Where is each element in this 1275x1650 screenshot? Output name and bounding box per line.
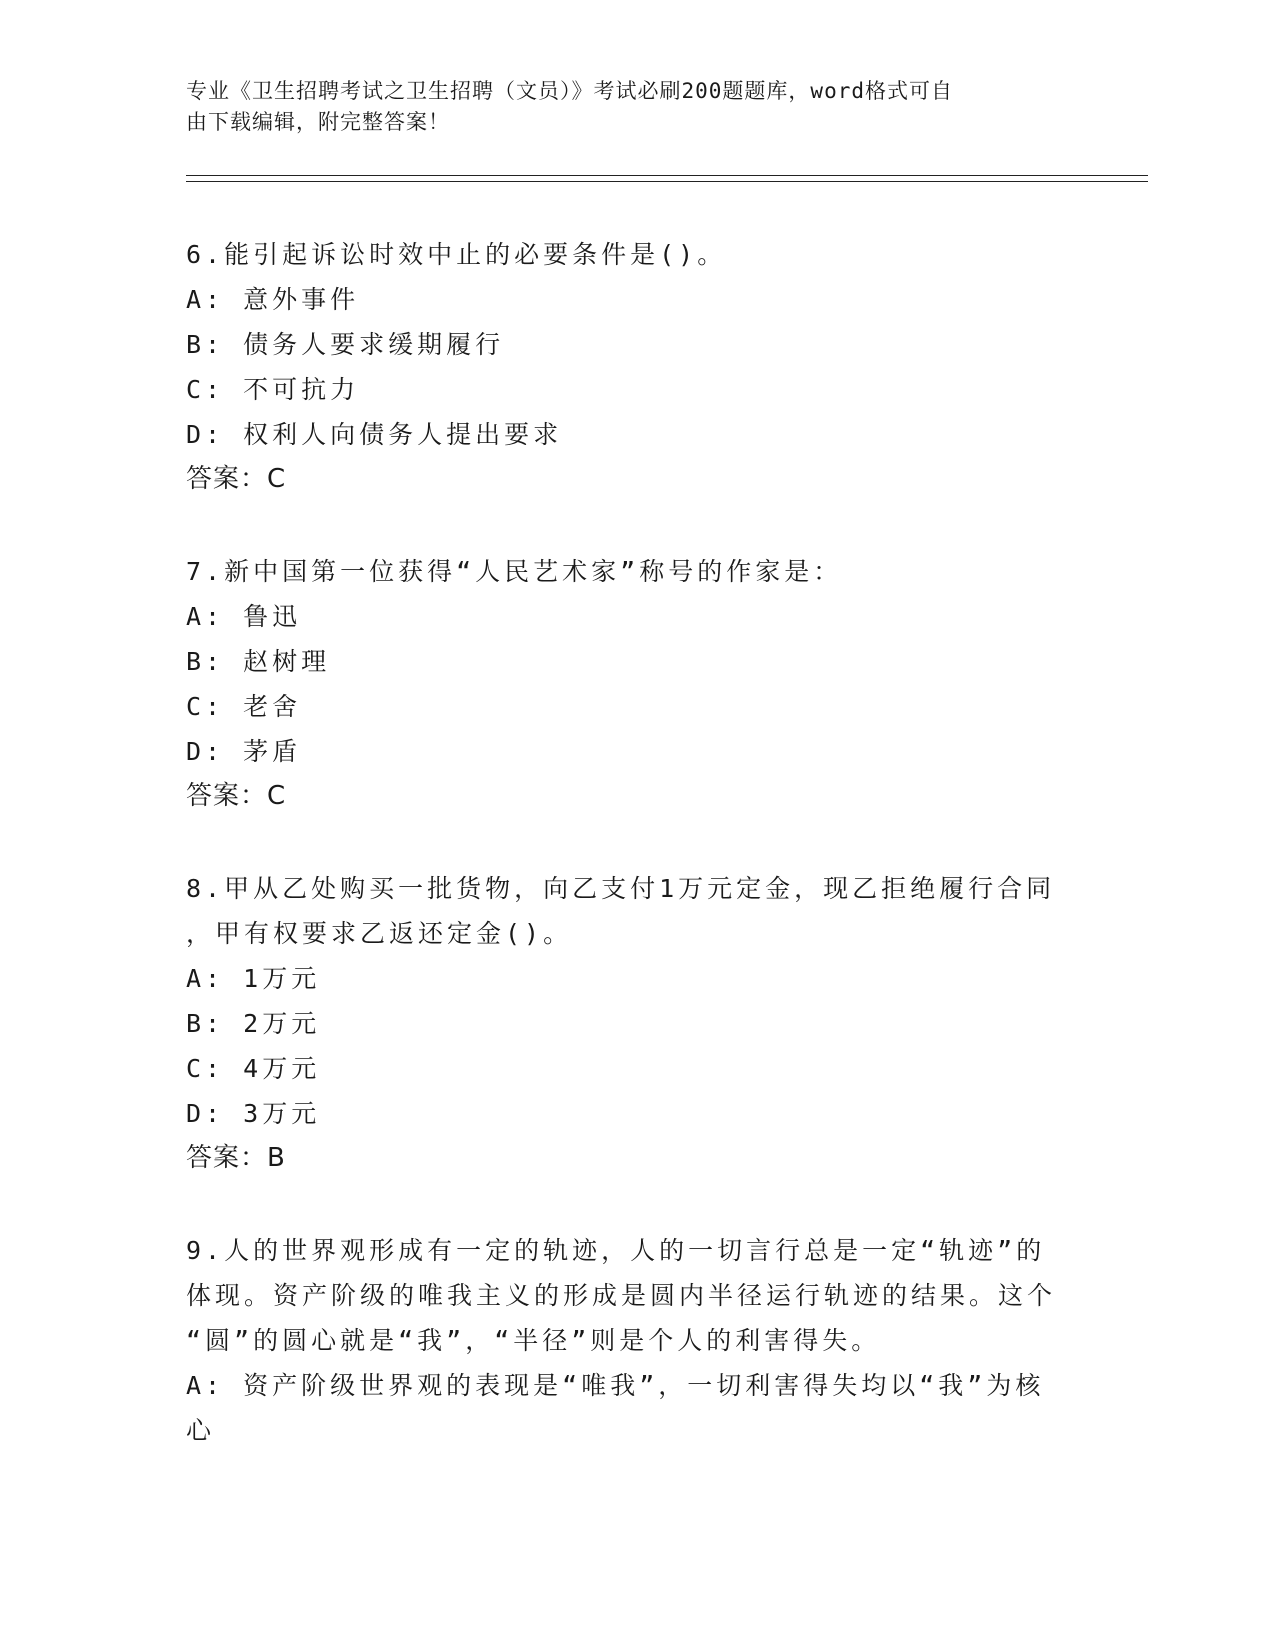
answer-line: 答案：B [186,1143,286,1173]
option-c: C: 4万元 [186,1054,321,1083]
option-a: A: 资产阶级世界观的表现是“唯我”，一切利害得失均以“我”为核 [186,1371,1045,1400]
question-stem: 7.新中国第一位获得“人民艺术家”称号的作家是： [186,557,843,586]
header-line-2: 由下载编辑，附完整答案！ [186,110,450,134]
option-c: C: 不可抗力 [186,375,360,404]
header-divider-bottom [186,181,1148,182]
question-6 [186,232,1086,502]
question-8 [186,866,1086,1181]
option-b: B: 债务人要求缓期履行 [186,330,505,359]
option-b: B: 赵树理 [186,647,331,676]
question-stem-line-3: “圆”的圆心就是“我”，“半径”则是个人的利害得失。 [186,1326,881,1355]
option-a: A: 1万元 [186,964,321,993]
question-9 [186,1228,1086,1453]
question-stem: 6.能引起诉讼时效中止的必要条件是()。 [186,240,727,269]
header-line-1: 专业《卫生招聘考试之卫生招聘（文员）》考试必刷200题题库，word格式可自 [186,79,953,103]
option-b: B: 2万元 [186,1009,321,1038]
question-stem-line-2: ，甲有权要求乙返还定金()。 [186,919,573,948]
option-d: D: 茅盾 [186,737,302,766]
document-header [186,76,1066,138]
question-7 [186,549,1086,819]
answer-line: 答案：C [186,781,287,811]
option-a: A: 鲁迅 [186,602,302,631]
option-c: C: 老舍 [186,692,302,721]
header-divider-top [186,175,1148,176]
option-a-continued: 心 [186,1416,216,1445]
answer-line: 答案：C [186,464,287,494]
question-stem-line-2: 体现。资产阶级的唯我主义的形成是圆内半径运行轨迹的结果。这个 [186,1281,1057,1310]
option-a: A: 意外事件 [186,285,360,314]
option-d: D: 3万元 [186,1099,321,1128]
question-stem-line-1: 9.人的世界观形成有一定的轨迹，人的一切言行总是一定“轨迹”的 [186,1236,1046,1265]
option-d: D: 权利人向债务人提出要求 [186,420,563,449]
question-stem-line-1: 8.甲从乙处购买一批货物，向乙支付1万元定金，现乙拒绝履行合同 [186,874,1056,903]
